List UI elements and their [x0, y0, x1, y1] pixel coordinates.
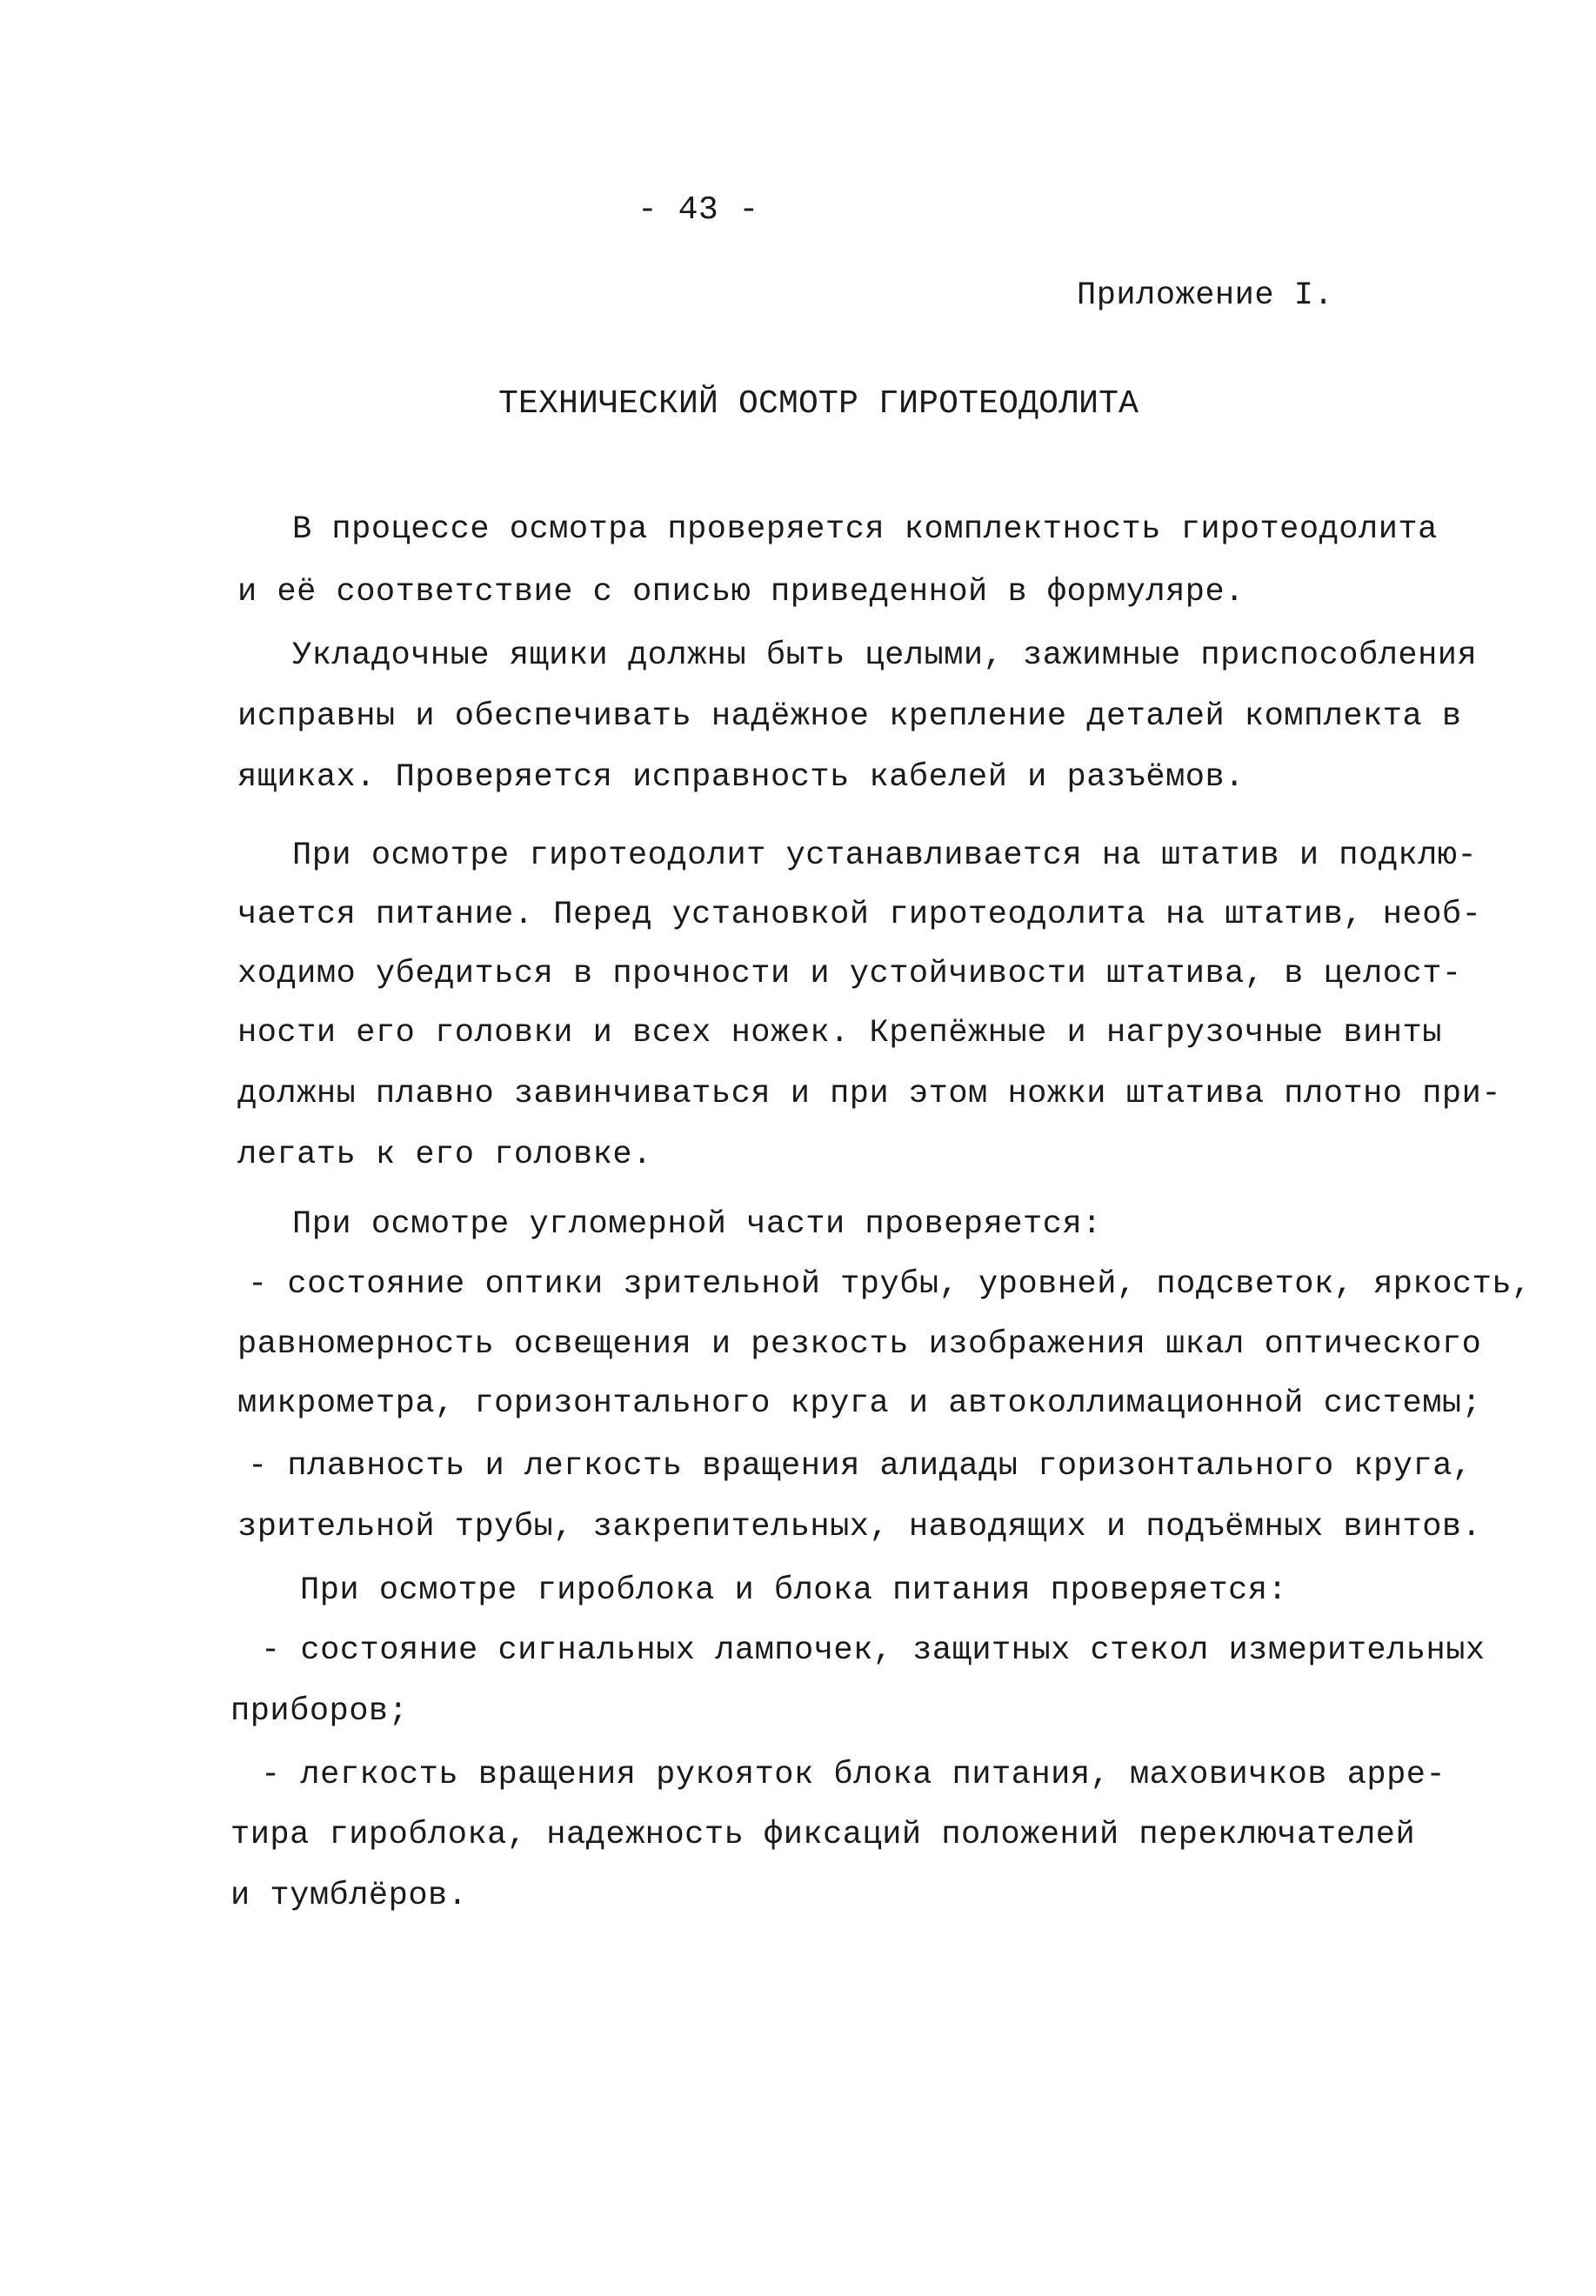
body-line: исправны и обеспечивать надёжное крепление деталей комплекта в	[237, 698, 1462, 735]
appendix-label: Приложение I.	[1077, 277, 1334, 314]
body-line: тира гироблока, надежность фиксаций положений переключателей	[230, 1817, 1416, 1853]
body-line: При осмотре гиротеодолит устанавливается на штатив и подклю-	[292, 838, 1478, 874]
body-line: ходимо убедиться в прочности и устойчивости штатива, в целост-	[237, 956, 1462, 992]
body-line: При осмотре гироблока и блока питания проверяется:	[300, 1572, 1288, 1609]
body-line: В процессе осмотра проверяется комплектность гиротеодолита	[292, 511, 1438, 548]
body-line: и её соответствие с описью приведенной в формуляре.	[237, 574, 1245, 611]
body-line: чается питание. Перед установкой гиротеодолита на штатив, необ-	[237, 897, 1482, 933]
body-line: При осмотре угломерной части проверяется:	[292, 1206, 1102, 1243]
page-number: - 43 -	[638, 191, 759, 229]
body-line: микрометра, горизонтального круга и автоколлимационной системы;	[237, 1385, 1482, 1422]
body-line: легать к его головке.	[237, 1137, 652, 1173]
document-title: ТЕХНИЧЕСКИЙ ОСМОТР ГИРОТЕОДОЛИТА	[498, 385, 1139, 423]
body-line: зрительной трубы, закрепительных, наводящих и подъёмных винтов.	[237, 1509, 1482, 1545]
body-line: ности его головки и всех ножек. Крепёжные и нагрузочные винты	[237, 1015, 1442, 1051]
body-line: - легкость вращения рукояток блока питания, маховичков арре-	[261, 1757, 1446, 1793]
body-line: должны плавно завинчиваться и при этом ножки штатива плотно при-	[237, 1076, 1502, 1112]
body-line: - состояние сигнальных лампочек, защитных стекол измерительных	[261, 1632, 1486, 1669]
body-line: Укладочные ящики должны быть целыми, зажимные приспособления	[292, 637, 1478, 674]
body-line: равномерность освещения и резкость изображения шкал оптического	[237, 1326, 1482, 1363]
body-line: и тумблёров.	[230, 1878, 468, 1914]
body-line: - состояние оптики зрительной трубы, уровней, подсветок, яркость,	[248, 1266, 1532, 1303]
body-line: - плавность и легкость вращения алидады горизонтального круга,	[248, 1448, 1472, 1485]
body-line: ящиках. Проверяется исправность кабелей и разъёмов.	[237, 759, 1245, 796]
body-line: приборов;	[230, 1693, 409, 1730]
